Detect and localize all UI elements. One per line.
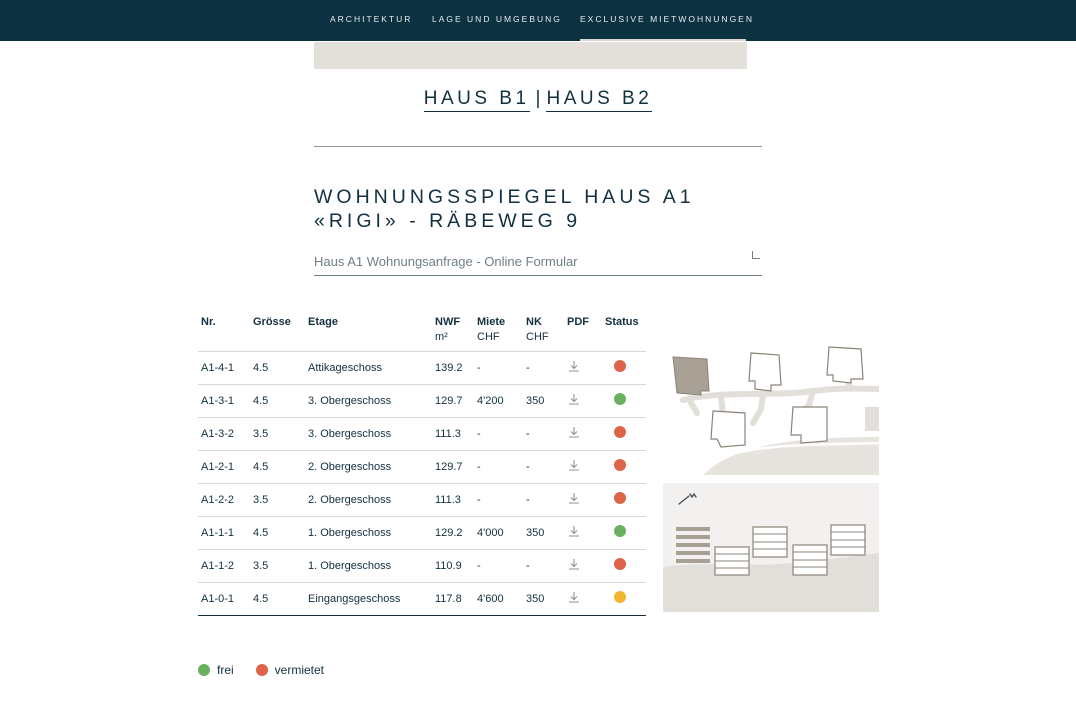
download-icon[interactable]: [567, 590, 581, 604]
cell-pdf: [564, 384, 602, 417]
cell-groesse: 3.5: [250, 483, 305, 516]
cell-nk: 350: [523, 384, 564, 417]
header-image-strip: [314, 42, 747, 69]
cell-nk: -: [523, 450, 564, 483]
cell-nr: A1-1-1: [198, 516, 250, 549]
cell-etage: 1. Obergeschoss: [305, 516, 432, 549]
cell-nk: -: [523, 417, 564, 450]
cell-miete: 4'200: [474, 384, 523, 417]
cell-groesse: 4.5: [250, 516, 305, 549]
cell-nk: 350: [523, 582, 564, 615]
cell-miete: -: [474, 450, 523, 483]
table-row: [198, 483, 646, 516]
header-nk: NK CHF: [523, 313, 564, 351]
download-icon[interactable]: [567, 392, 581, 406]
cell-status: [602, 384, 646, 417]
header-miete-unit: CHF: [477, 331, 500, 343]
legend-item-vermietet: [256, 661, 324, 679]
header-status: Status: [602, 313, 646, 351]
cell-miete: -: [474, 351, 523, 384]
cell-nwf: 111.3: [432, 417, 474, 450]
cell-nk: -: [523, 351, 564, 384]
cell-nwf: 129.7: [432, 450, 474, 483]
cell-etage: Eingangsgeschoss: [305, 582, 432, 615]
header-etage: Etage: [305, 313, 432, 351]
table-row: [198, 516, 646, 549]
haus-separator: |: [535, 88, 541, 109]
download-icon[interactable]: [567, 524, 581, 538]
cell-nwf: 139.2: [432, 351, 474, 384]
cell-nwf: 129.7: [432, 384, 474, 417]
cell-nwf: 129.2: [432, 516, 474, 549]
download-icon[interactable]: [567, 557, 581, 571]
nav-active-indicator: [580, 39, 746, 41]
legend-label: vermietet: [274, 662, 325, 677]
cell-nwf: 110.9: [432, 549, 474, 582]
nav-item-exclusive-mietwohnungen[interactable]: EXCLUSIVE MIETWOHNUNGEN: [580, 14, 754, 24]
download-icon[interactable]: [567, 425, 581, 439]
cell-nk: -: [523, 483, 564, 516]
cell-miete: 4'600: [474, 582, 523, 615]
cell-miete: 4'000: [474, 516, 523, 549]
cell-nk: -: [523, 549, 564, 582]
online-form-link-label: Haus A1 Wohnungsanfrage - Online Formular: [314, 254, 578, 269]
page-title: [314, 185, 695, 233]
cell-groesse: 3.5: [250, 549, 305, 582]
table-row: [198, 351, 646, 384]
haus-b1-link[interactable]: HAUS B1: [424, 88, 530, 112]
cell-status: [602, 516, 646, 549]
cell-etage: 3. Obergeschoss: [305, 384, 432, 417]
cell-nr: A1-0-1: [198, 582, 250, 615]
cell-groesse: 4.5: [250, 351, 305, 384]
cell-pdf: [564, 450, 602, 483]
cell-groesse: 4.5: [250, 450, 305, 483]
legend-label: frei: [217, 662, 234, 677]
cell-groesse: 3.5: [250, 417, 305, 450]
cell-etage: Attikageschoss: [305, 351, 432, 384]
status-dot-reserviert: [614, 591, 626, 603]
cell-pdf: [564, 549, 602, 582]
cell-nr: A1-2-1: [198, 450, 250, 483]
legend-item-frei: [198, 661, 234, 679]
cell-miete: -: [474, 417, 523, 450]
cell-nr: A1-4-1: [198, 351, 250, 384]
header-nwf: NWF m²: [432, 313, 474, 351]
haus-switcher: [0, 88, 1076, 112]
cell-nr: A1-3-1: [198, 384, 250, 417]
cell-nk: 350: [523, 516, 564, 549]
cell-pdf: [564, 351, 602, 384]
cell-pdf: [564, 582, 602, 615]
top-navigation: [0, 0, 1076, 41]
download-icon[interactable]: [567, 458, 581, 472]
haus-b2-link[interactable]: HAUS B2: [546, 88, 652, 112]
cell-nwf: 117.8: [432, 582, 474, 615]
legend-dot-frei: [198, 664, 210, 676]
cell-miete: -: [474, 549, 523, 582]
status-dot-vermietet: [614, 426, 626, 438]
table-row: [198, 384, 646, 417]
table-row: [198, 417, 646, 450]
cell-pdf: [564, 483, 602, 516]
header-nwf-unit: m²: [435, 331, 448, 343]
apartment-table: [198, 313, 646, 616]
table-row: [198, 582, 646, 615]
header-groesse: Grösse: [250, 313, 305, 351]
cell-groesse: 4.5: [250, 582, 305, 615]
nav-item-lage-und-umgebung[interactable]: LAGE UND UMGEBUNG: [432, 14, 562, 24]
arrow-corner-icon: [752, 251, 760, 259]
header-pdf: PDF: [564, 313, 602, 351]
download-icon[interactable]: [567, 359, 581, 373]
cell-etage: 1. Obergeschoss: [305, 549, 432, 582]
cell-pdf: [564, 516, 602, 549]
status-dot-frei: [614, 525, 626, 537]
table-row: [198, 450, 646, 483]
cell-status: [602, 483, 646, 516]
status-legend: [198, 661, 346, 677]
table-header-row: [198, 313, 646, 351]
status-dot-frei: [614, 393, 626, 405]
cell-nr: A1-3-2: [198, 417, 250, 450]
status-dot-vermietet: [614, 360, 626, 372]
cell-etage: 3. Obergeschoss: [305, 417, 432, 450]
cell-status: [602, 351, 646, 384]
nav-item-architektur[interactable]: ARCHITEKTUR: [330, 14, 413, 24]
status-dot-vermietet: [614, 459, 626, 471]
online-form-link[interactable]: [314, 253, 762, 276]
status-dot-vermietet: [614, 558, 626, 570]
cell-nwf: 111.3: [432, 483, 474, 516]
table-row: [198, 549, 646, 582]
cell-nr: A1-2-2: [198, 483, 250, 516]
download-icon[interactable]: [567, 491, 581, 505]
cell-status: [602, 549, 646, 582]
section-divider: [314, 146, 762, 147]
header-nk-unit: CHF: [526, 331, 549, 343]
header-nr: Nr.: [198, 313, 250, 351]
cell-etage: 2. Obergeschoss: [305, 450, 432, 483]
page-title-line1: WOHNUNGSSPIEGEL HAUS A1: [314, 186, 695, 208]
legend-dot-vermietet: [256, 664, 268, 676]
cell-status: [602, 417, 646, 450]
page-title-line2: «RIGI» - RÄBEWEG 9: [314, 210, 582, 232]
building-elevation-image: [663, 483, 879, 612]
cell-nr: A1-1-2: [198, 549, 250, 582]
site-plan-image: [663, 345, 879, 475]
status-dot-vermietet: [614, 492, 626, 504]
header-miete: Miete CHF: [474, 313, 523, 351]
cell-pdf: [564, 417, 602, 450]
cell-status: [602, 582, 646, 615]
cell-etage: 2. Obergeschoss: [305, 483, 432, 516]
cell-groesse: 4.5: [250, 384, 305, 417]
cell-status: [602, 450, 646, 483]
cell-miete: -: [474, 483, 523, 516]
